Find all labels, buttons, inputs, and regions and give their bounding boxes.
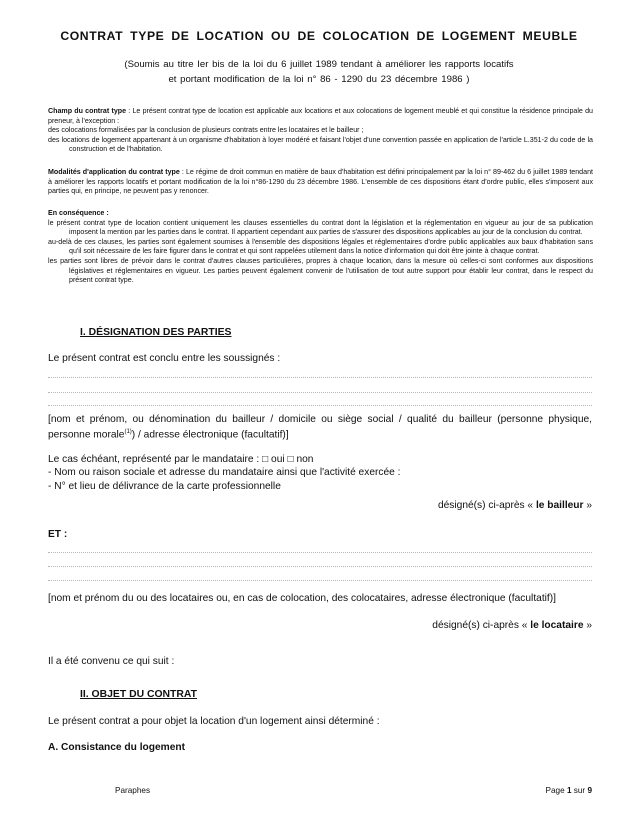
consequence-item-1: le présent contrat type de location contient uniquement les clauses essentielles du contrat dont la législation et la réglementation en vigueur au jour de sa publication imposent la mention par les parties dans le contrat. Il appartient cependant aux parties de s'assurer des dispositions applicables au jour de la conclusion du contrat.	[48, 218, 593, 237]
scope-exception-1: des colocations formalisées par la conclusion de plusieurs contrats entre les locataires et le bailleur ;	[48, 126, 364, 135]
designe-bailleur-bold: le bailleur	[535, 500, 584, 511]
consequence-item-2: au-delà de ces clauses, les parties sont également soumises à l'ensemble des dispositions légales et réglementaires d'ordre public applicables aux baux d'habitation sans qu'il soit nécessaire de les faire figurer dans le contrat et qui sont rappelées utilement dans la notice d'information qui doit être jointe à chaque contrat.	[48, 237, 593, 256]
section-1-heading: I. DÉSIGNATION DES PARTIES	[80, 327, 232, 338]
footer-page-number	[546, 786, 592, 795]
modalities-text: : Le régime de droit commun en matière de baux d'habitation est défini principalement par la loi n° 89-462 du 6 juillet 1989 tendant à améliorer les rapports locatifs et portant modification de la loi n°86-1290 du 23 décembre 1986. L'ensemble de ces dispositions étant d'ordre public, elles s'imposent aux parties qui, en principe, ne peuvent pas y renoncer.	[48, 168, 593, 196]
locataire-fill-line-3[interactable]	[48, 580, 592, 581]
subtitle-line-2: et portant modification de la loi n° 86 - 1290 du 23 décembre 1986 )	[168, 73, 470, 85]
designe-bailleur-prefix: désigné(s) ci-après «	[437, 500, 536, 511]
page-total: 9	[587, 786, 592, 795]
et-label: ET :	[48, 529, 68, 540]
bailleur-info-text-a: [nom et prénom, ou dénomination du bailleur / domicile ou siège social / qualité du bailleur (personne physique, personne morale	[48, 414, 592, 441]
footnote-ref: (1)	[124, 429, 132, 436]
page-prefix: Page	[545, 786, 567, 795]
designe-locataire-suffix: »	[583, 620, 592, 631]
modalities-label: Modalités d'application du contrat type	[48, 168, 180, 176]
subtitle-line-1: (Soumis au titre Ier bis de la loi du 6 juillet 1989 tendant à améliorer les rapports locatifs	[124, 59, 514, 70]
page-current: 1	[566, 786, 572, 795]
scope-text: : Le présent contrat type de location est applicable aux locations et aux colocations de logement meublé et qui constitue la résidence principale du preneur, à l'exception :	[48, 107, 593, 125]
scope-label: Champ du contrat type	[48, 107, 127, 115]
locataire-info-text: [nom et prénom du ou des locataires ou, en cas de colocation, des colocataires, adresse électronique (facultatif)]	[48, 593, 556, 604]
mandataire-card-line: - N° et lieu de délivrance de la carte professionnelle	[48, 480, 281, 492]
mandataire-name-line: - Nom ou raison sociale et adresse du mandataire ainsi que l'activité exercée :	[48, 467, 401, 479]
bailleur-info-text-b: ) / adresse électronique (facultatif)]	[131, 429, 289, 441]
consistance-subheading: A. Consistance du logement	[48, 742, 185, 753]
convenu-text: Il a été convenu ce qui suit :	[48, 656, 175, 667]
consequence-label: En conséquence :	[48, 209, 109, 217]
designe-bailleur-suffix: »	[583, 500, 592, 511]
scope-section	[48, 107, 593, 155]
mandataire-block	[48, 453, 592, 493]
parties-intro: Le présent contrat est conclu entre les soussignés :	[48, 353, 281, 364]
locataire-info	[48, 592, 592, 605]
bailleur-fill-line-3[interactable]	[48, 405, 592, 406]
scope-exception-2: des locations de logement appartenant à un organisme d'habitation à loyer modéré et faisant l'objet d'une convention passée en application de l'article L.351-2 du code de la construction et de l'habitation.	[48, 135, 593, 154]
designe-locataire-bold: le locataire	[530, 620, 584, 631]
designe-locataire	[48, 619, 592, 632]
locataire-fill-line-1[interactable]	[48, 552, 592, 553]
bailleur-fill-line-1[interactable]	[48, 377, 592, 378]
document-subtitle	[60, 58, 578, 87]
modalities-section	[48, 168, 593, 197]
bailleur-fill-line-2[interactable]	[48, 392, 592, 393]
footer-paraphes: Paraphes	[115, 786, 151, 795]
document-title: CONTRAT TYPE DE LOCATION OU DE COLOCATION DE LOGEMENT MEUBLE	[60, 29, 578, 43]
mandataire-question: Le cas échéant, représenté par le mandataire : □ oui □ non	[48, 454, 314, 465]
designe-bailleur	[48, 499, 592, 512]
consequence-section	[48, 209, 593, 286]
consequence-item-3: les parties sont libres de prévoir dans le contrat d'autres clauses particulières, propres à chaque location, dans la mesure où celles-ci sont conformes aux dispositions législatives et réglementaires en vigueur. Les parties peuvent également convenir de l'utilisation de tout autre support pour établir leur contrat, dans le respect du présent contrat type.	[48, 256, 593, 285]
objet-intro: Le présent contrat a pour objet la location d'un logement ainsi déterminé :	[48, 716, 380, 727]
designe-locataire-prefix: désigné(s) ci-après «	[432, 620, 531, 631]
locataire-fill-line-2[interactable]	[48, 566, 592, 567]
bailleur-info	[48, 413, 592, 442]
page-separator: sur	[571, 786, 588, 795]
section-2-heading: II. OBJET DU CONTRAT	[80, 689, 197, 700]
